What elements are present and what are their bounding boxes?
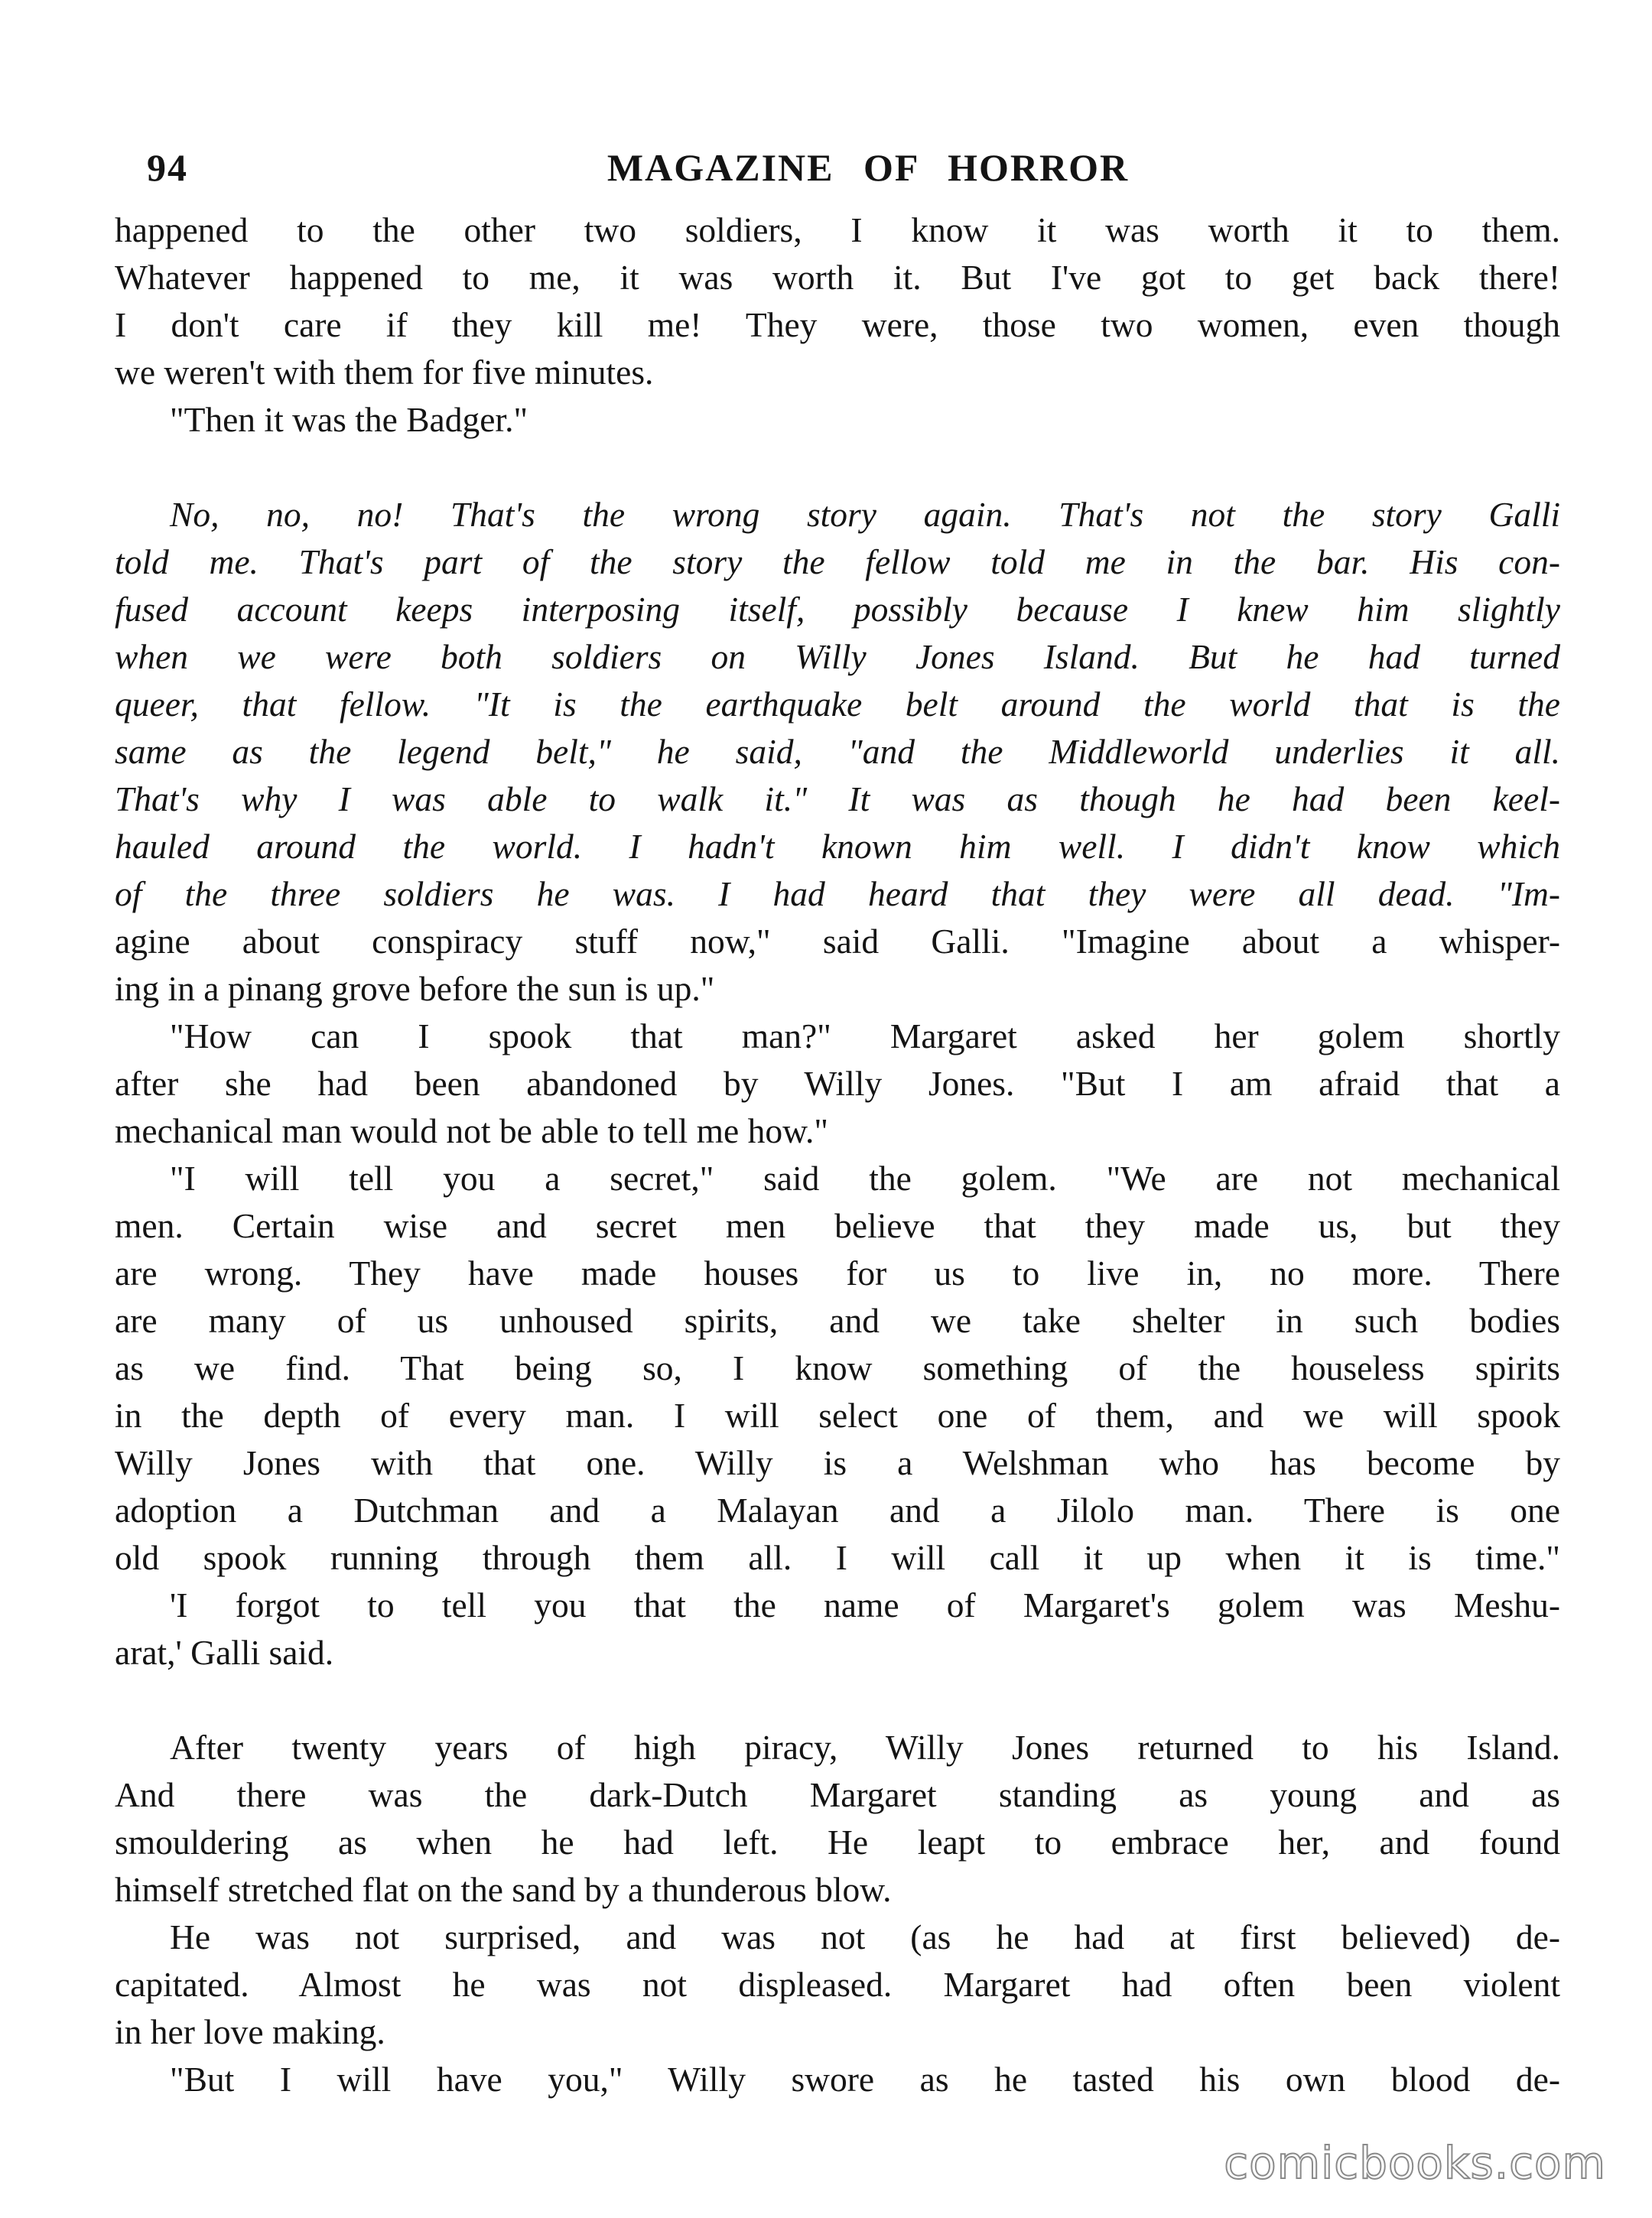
text-line: "But I will have you," Willy swore as he tasted his own blood de- xyxy=(170,2060,1560,2099)
text-line: are many of us unhoused spirits, and we take shelter in such bodies xyxy=(115,1301,1560,1340)
text-line: in the depth of every man. I will select one of them, and we will spook xyxy=(115,1396,1560,1435)
watermark-logo: comicbooks.com xyxy=(1224,2137,1606,2189)
text-line: as we find. That being so, I know something of the houseless spirits xyxy=(115,1348,1560,1387)
text-line: adoption a Dutchman and a Malayan and a Jilolo man. There is one xyxy=(115,1491,1560,1530)
paragraph xyxy=(115,1582,1560,1677)
text-line: old spook running through them all. I will call it up when it is time." xyxy=(115,1538,1560,1577)
section-break xyxy=(115,1677,1560,1724)
text-line: himself stretched flat on the sand by a thunderous blow. xyxy=(115,1870,892,1909)
text-line: I don't care if they kill me! They were, those two women, even though xyxy=(115,305,1560,344)
text-line: of the three soldiers he was. I had heard that they were all dead. "Im- xyxy=(115,874,1560,913)
text-line: hauled around the world. I hadn't known him well. I didn't know which xyxy=(115,827,1560,866)
text-line: That's why I was able to walk it." It was as though he had been keel- xyxy=(115,779,1560,818)
text-line: Whatever happened to me, it was worth it. But I've got to get back there! xyxy=(115,258,1560,297)
section-break xyxy=(115,444,1560,491)
paragraph xyxy=(115,1724,1560,1914)
text-line: He was not surprised, and was not (as he had at first believed) de- xyxy=(170,1917,1560,1956)
paragraph xyxy=(115,2056,1560,2103)
page-number: 94 xyxy=(147,146,188,189)
magazine-title: MAGAZINE OF HORROR xyxy=(606,146,1130,189)
text-line: "How can I spook that man?" Margaret asked her golem shortly xyxy=(170,1016,1560,1055)
text-line: same as the legend belt," he said, "and the Middleworld underlies it all. xyxy=(115,732,1560,771)
text-line: when we were both soldiers on Willy Jones Island. But he had turned xyxy=(115,637,1560,676)
text-line: are wrong. They have made houses for us to live in, no more. There xyxy=(115,1254,1560,1293)
text-line: in her love making. xyxy=(115,2012,385,2051)
paragraph xyxy=(115,1155,1560,1582)
text-line: smouldering as when he had left. He leapt to embrace her, and found xyxy=(115,1823,1560,1862)
text-line: told me. That's part of the story the fellow told me in the bar. His con- xyxy=(115,542,1560,581)
text-line: capitated. Almost he was not displeased. Margaret had often been violent xyxy=(115,1965,1560,2004)
text-line: No, no, no! That's the wrong story again. That's not the story Galli xyxy=(170,495,1560,534)
text-line: Willy Jones with that one. Willy is a Welshman who has become by xyxy=(115,1443,1560,1482)
paragraph-italic xyxy=(115,491,1560,1013)
text-line: ing in a pinang grove before the sun is up." xyxy=(115,969,715,1008)
text-line: after she had been abandoned by Willy Jones. "But I am afraid that a xyxy=(115,1064,1560,1103)
text-line: fused account keeps interposing itself, possibly because I knew him slightly xyxy=(115,590,1560,629)
text-line: men. Certain wise and secret men believe that they made us, but they xyxy=(115,1206,1560,1245)
page xyxy=(115,145,1560,2103)
text-line: we weren't with them for five minutes. xyxy=(115,353,654,392)
text-line: agine about conspiracy stuff now," said Galli. "Imagine about a whisper- xyxy=(115,922,1560,961)
text-line: happened to the other two soldiers, I know it was worth it to them. xyxy=(115,210,1560,249)
paragraph xyxy=(115,1914,1560,2056)
text-line: queer, that fellow. "It is the earthquake belt around the world that is the xyxy=(115,685,1560,724)
running-header xyxy=(115,145,1560,207)
story-text xyxy=(115,207,1560,2103)
text-line: And there was the dark-Dutch Margaret standing as young and as xyxy=(115,1775,1560,1814)
text-line: arat,' Galli said. xyxy=(115,1633,334,1672)
text-line: After twenty years of high piracy, Willy Jones returned to his Island. xyxy=(170,1728,1560,1767)
text-line: "Then it was the Badger." xyxy=(170,400,528,439)
paragraph xyxy=(115,207,1560,396)
paragraph xyxy=(115,396,1560,444)
text-line: "I will tell you a secret," said the golem. "We are not mechanical xyxy=(170,1159,1560,1198)
text-line: 'I forgot to tell you that the name of Margaret's golem was Meshu- xyxy=(170,1585,1560,1624)
text-line: mechanical man would not be able to tell me how." xyxy=(115,1111,828,1150)
paragraph xyxy=(115,1013,1560,1155)
